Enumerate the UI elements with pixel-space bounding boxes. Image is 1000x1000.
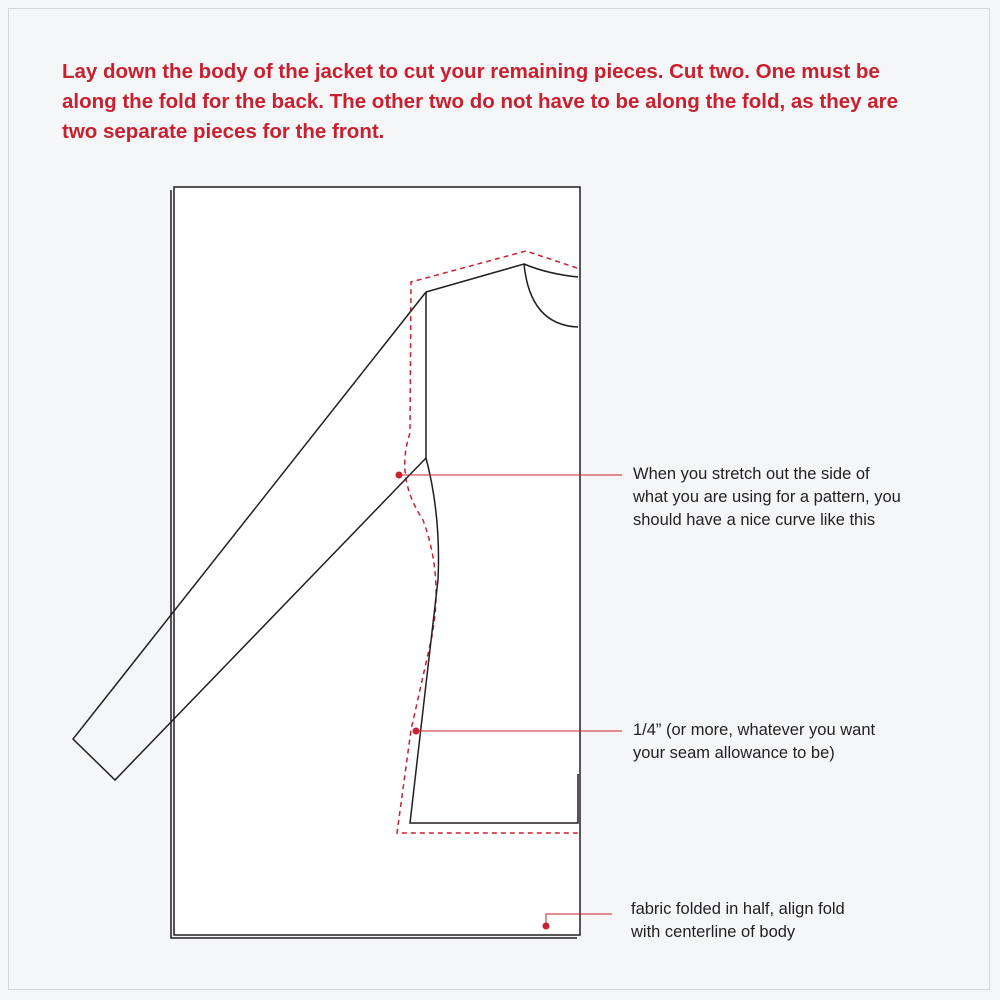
curve-callout [633, 463, 901, 532]
instructions-line-3: two separate pieces for the front. [62, 120, 385, 143]
fold-callout-line-2: with centerline of body [631, 923, 796, 941]
instructions-line-2: along the fold for the back. The other two do not have to be along the fold, as they are [62, 90, 899, 113]
curve-callout-line-3: should have a nice curve like this [633, 511, 876, 529]
seam-callout [633, 719, 875, 765]
fold-callout-line-1: fabric folded in half, align fold [631, 900, 845, 918]
fold-callout [631, 898, 845, 944]
curve-callout-line-1: When you stretch out the side of [633, 465, 870, 483]
seam-callout-line-2: your seam allowance to be) [633, 744, 835, 762]
instructions-line-1: Lay down the body of the jacket to cut your remaining pieces. Cut two. One must be [62, 60, 880, 83]
seam-callout-line-1: 1/4” (or more, whatever you want [633, 721, 876, 739]
curve-callout-line-2: what you are using for a pattern, you [633, 488, 901, 506]
